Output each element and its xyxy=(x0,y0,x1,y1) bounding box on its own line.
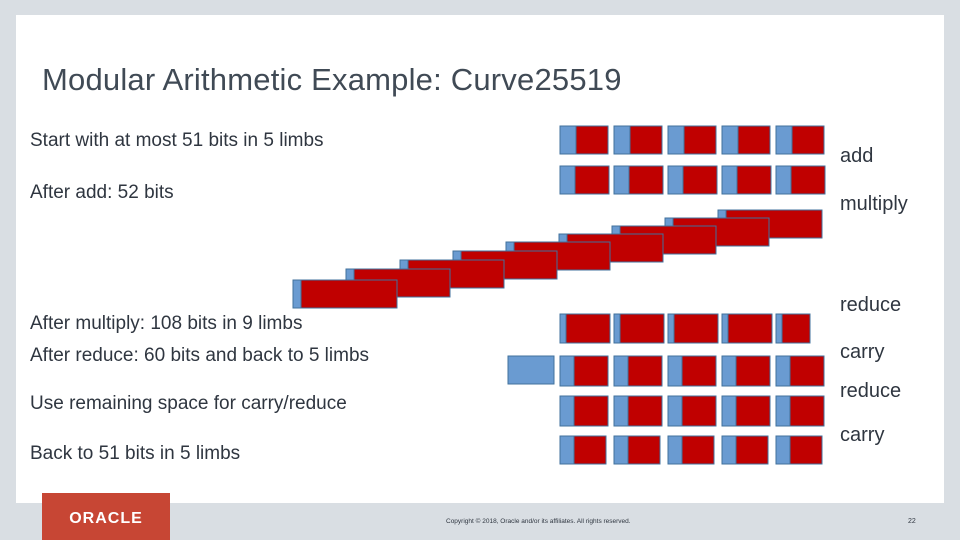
limb-carry-4-used xyxy=(736,356,770,386)
oracle-logo xyxy=(42,493,170,540)
limb-final-1-used xyxy=(574,436,606,464)
limb-reduce2-5-spare xyxy=(776,396,790,426)
limb-carry-3-spare xyxy=(668,356,682,386)
limb-reduced-2-spare xyxy=(614,314,620,343)
limb-final-2-used xyxy=(628,436,660,464)
limb-row2-2-spare xyxy=(614,166,629,194)
text-back-to-51: Back to 51 bits in 5 limbs xyxy=(30,443,241,464)
limb-product-9-used xyxy=(301,280,397,308)
text-after-multiply: After multiply: 108 bits in 9 limbs xyxy=(30,313,303,334)
limb-reduce2-3-used xyxy=(682,396,716,426)
limb-final-4-spare xyxy=(722,436,736,464)
limb-carry-4-spare xyxy=(722,356,736,386)
page-number: 22 xyxy=(908,518,916,525)
limb-reduced-4-used xyxy=(728,314,772,343)
limb-row1-4-used xyxy=(738,126,770,154)
limb-carry-5-spare xyxy=(776,356,790,386)
limb-reduced-1-used xyxy=(566,314,610,343)
limb-carry-1-spare xyxy=(560,356,574,386)
limb-reduce2-1-used xyxy=(574,396,608,426)
limb-row2-5-used xyxy=(791,166,825,194)
limb-reduced-1-spare xyxy=(560,314,566,343)
limb-row2-4-used xyxy=(737,166,771,194)
limb-row1-4-spare xyxy=(722,126,738,154)
limb-reduce2-4-spare xyxy=(722,396,736,426)
limb-product-9-spare xyxy=(293,280,301,308)
svg-text:ORACLE: ORACLE xyxy=(69,509,143,527)
limb-row1-2-used xyxy=(630,126,662,154)
limb-reduce2-4-used xyxy=(736,396,770,426)
label-carry-2: carry xyxy=(840,424,885,446)
limb-final-4-used xyxy=(736,436,768,464)
limb-final-1-spare xyxy=(560,436,574,464)
limb-row2-1-used xyxy=(575,166,609,194)
oracle-wordmark-icon xyxy=(56,507,156,527)
slide-title: Modular Arithmetic Example: Curve25519 xyxy=(42,62,622,97)
limb-row2-2-used xyxy=(629,166,663,194)
label-carry: carry xyxy=(840,341,885,363)
limb-final-3-used xyxy=(682,436,714,464)
limb-row1-3-spare xyxy=(668,126,684,154)
label-multiply: multiply xyxy=(840,193,908,215)
label-reduce: reduce xyxy=(840,294,902,316)
limb-row1-1-spare xyxy=(560,126,576,154)
limb-reduced-3-used xyxy=(674,314,718,343)
limb-reduce2-2-spare xyxy=(614,396,628,426)
limb-reduced-5-spare xyxy=(776,314,782,343)
limb-carry-3-used xyxy=(682,356,716,386)
limb-row1-2-spare xyxy=(614,126,630,154)
limb-final-3-spare xyxy=(668,436,682,464)
limb-final-2-spare xyxy=(614,436,628,464)
limb-reduced-4-spare xyxy=(722,314,728,343)
limb-final-5-spare xyxy=(776,436,790,464)
limb-reduced-3-spare xyxy=(668,314,674,343)
limb-reduce2-5-used xyxy=(790,396,824,426)
text-after-reduce: After reduce: 60 bits and back to 5 limbs xyxy=(30,345,370,366)
text-use-remaining: Use remaining space for carry/reduce xyxy=(30,393,347,414)
limb-row1-3-used xyxy=(684,126,716,154)
limb-final-5-used xyxy=(790,436,822,464)
label-add: add xyxy=(840,145,874,167)
limb-row2-3-used xyxy=(683,166,717,194)
limb-row1-5-spare xyxy=(776,126,792,154)
limb-reduce2-3-spare xyxy=(668,396,682,426)
limb-carry-2-used xyxy=(628,356,662,386)
text-start: Start with at most 51 bits in 5 limbs xyxy=(30,130,324,151)
limb-carry-5-used xyxy=(790,356,824,386)
limb-carry-overflow xyxy=(508,356,554,384)
limb-row2-5-spare xyxy=(776,166,791,194)
limb-carry-2-spare xyxy=(614,356,628,386)
limb-reduce2-2-used xyxy=(628,396,662,426)
limb-row1-1-used xyxy=(576,126,608,154)
limb-row2-4-spare xyxy=(722,166,737,194)
limb-reduce2-1-spare xyxy=(560,396,574,426)
copyright-notice: Copyright © 2018, Oracle and/or its affiliates. All rights reserved. xyxy=(446,518,631,525)
limb-row2-3-spare xyxy=(668,166,683,194)
limb-reduced-5-used xyxy=(782,314,810,343)
limb-carry-1-used xyxy=(574,356,608,386)
label-reduce-2: reduce xyxy=(840,380,902,402)
text-after-add: After add: 52 bits xyxy=(30,182,174,203)
limb-row1-5-used xyxy=(792,126,824,154)
limb-row2-1-spare xyxy=(560,166,575,194)
limb-reduced-2-used xyxy=(620,314,664,343)
